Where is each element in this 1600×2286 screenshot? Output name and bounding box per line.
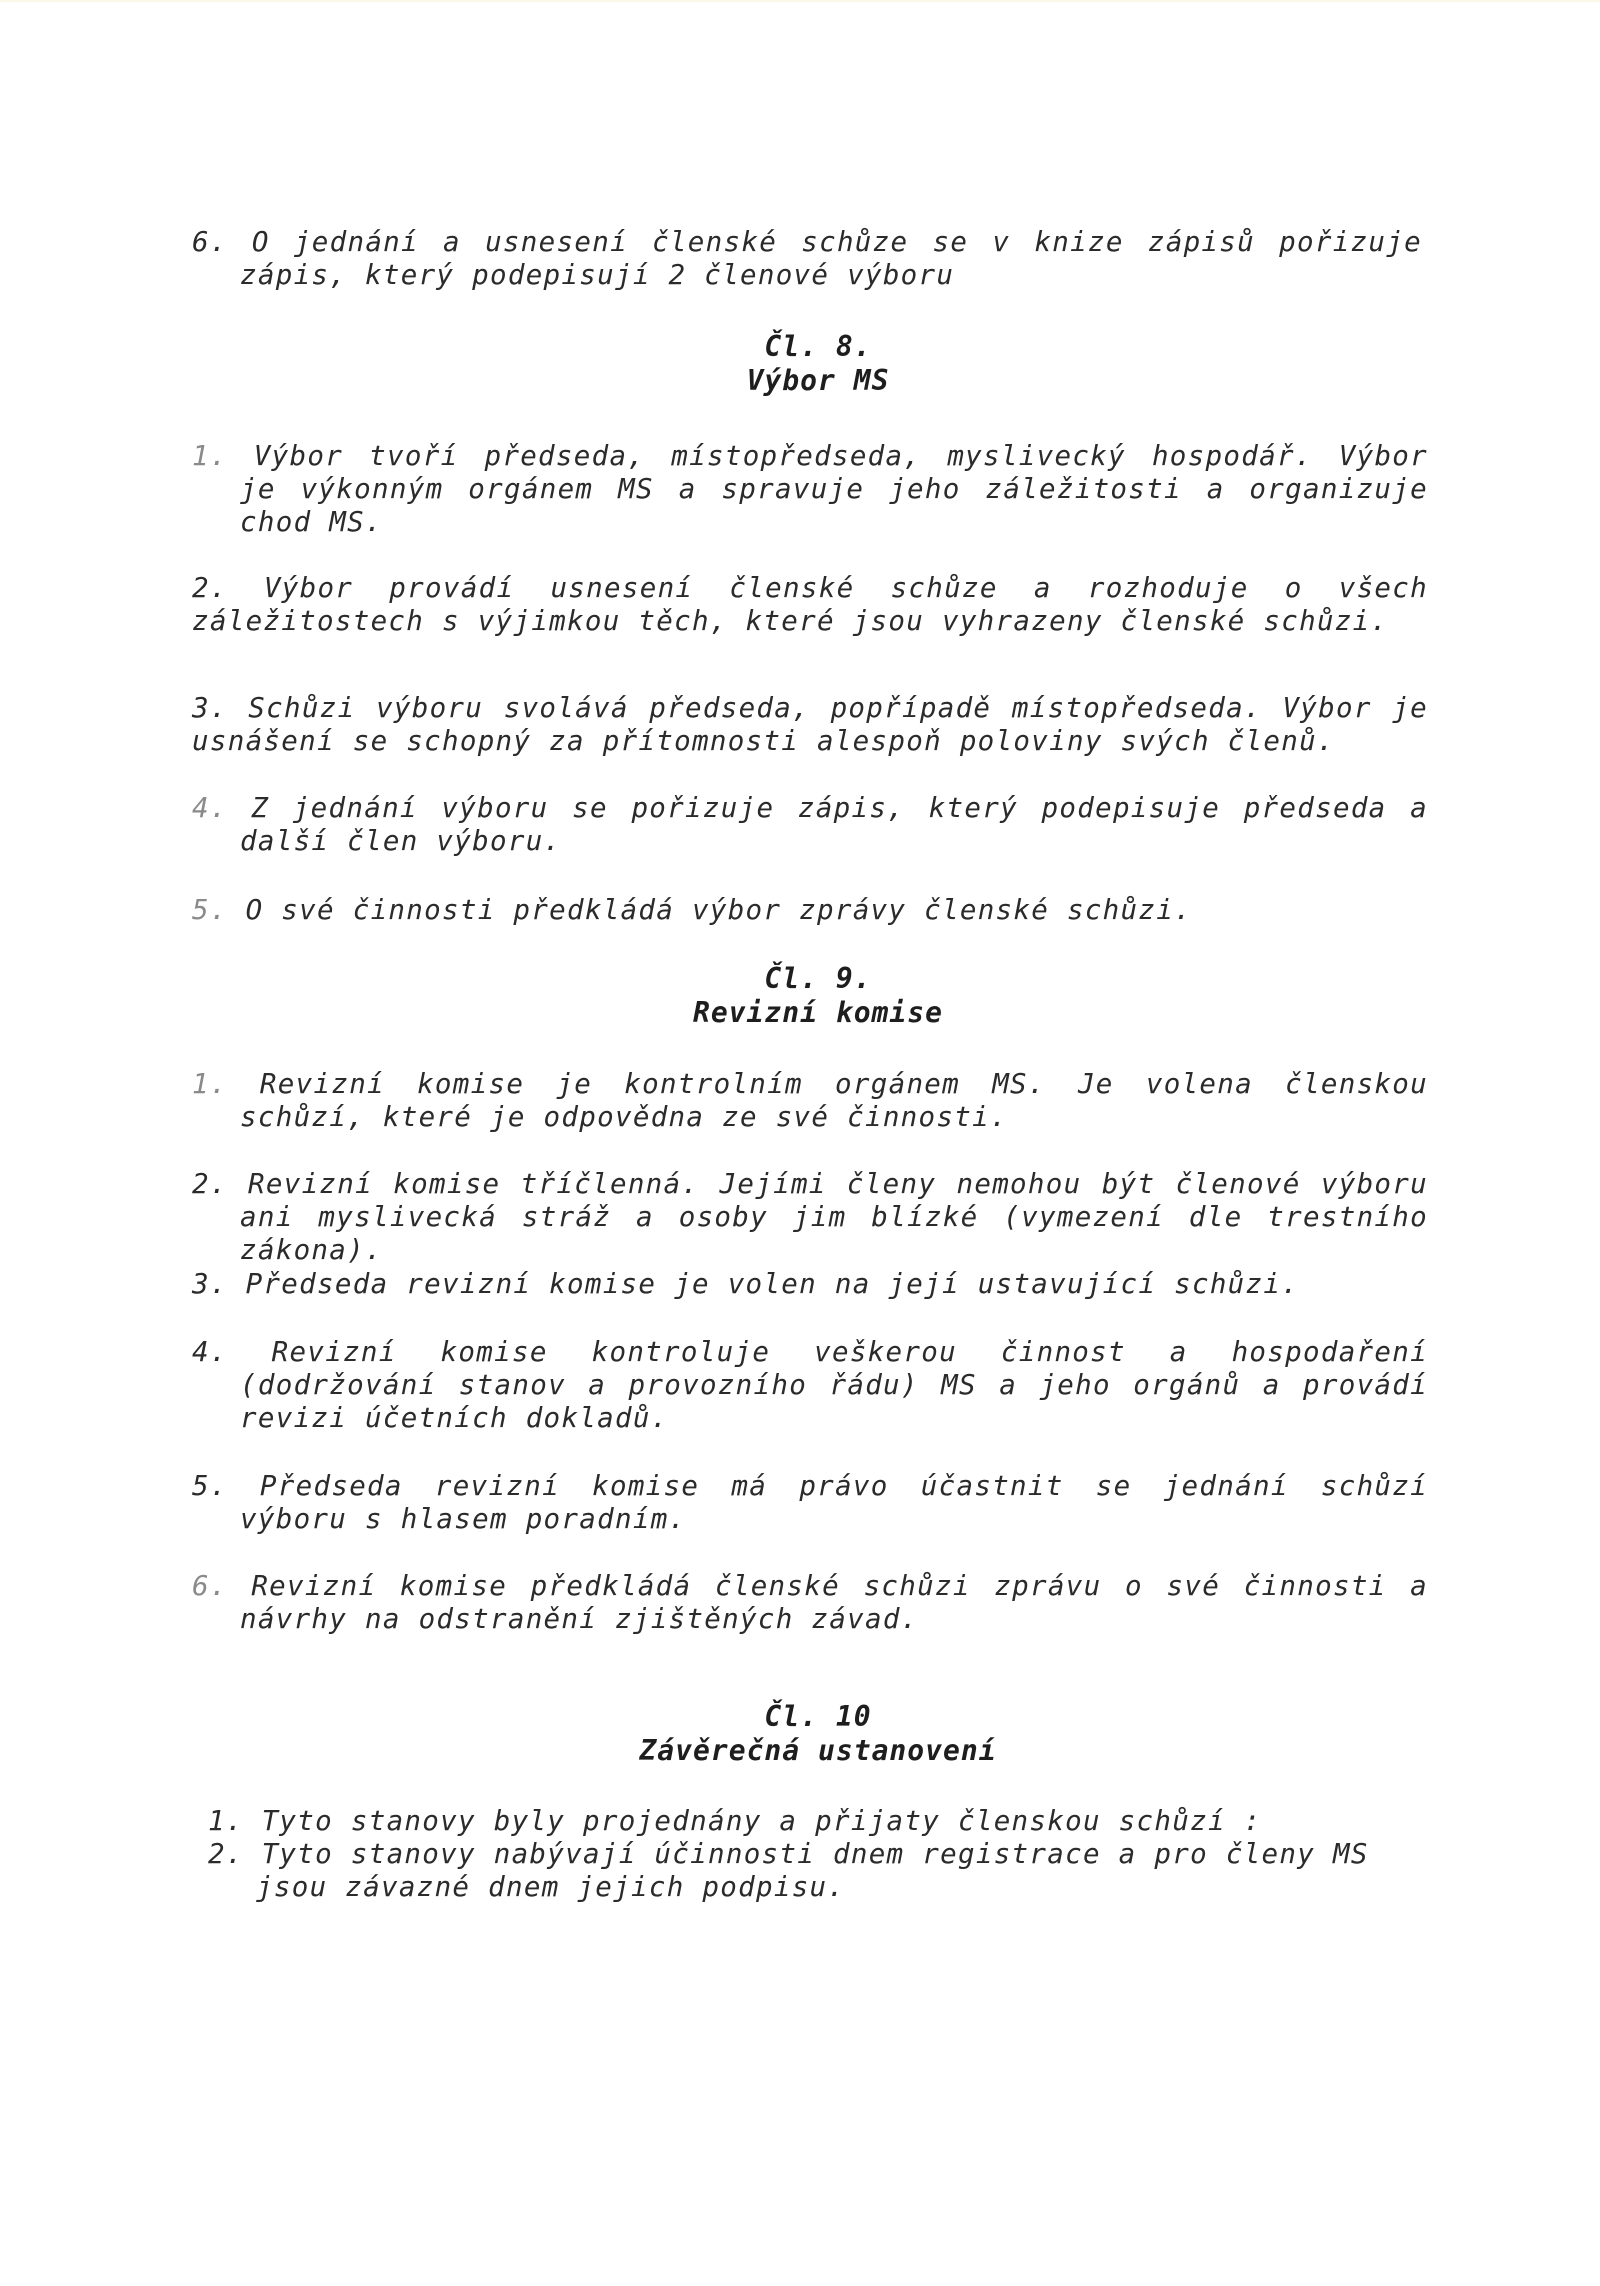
art9-item-1-line-1: 1. Revizní komise je kontrolním orgánem MS. Je volena členskou xyxy=(192,1068,1429,1100)
art8-subtitle: Výbor MS xyxy=(746,364,890,397)
art8-item-2-number: 2. xyxy=(192,572,228,604)
art9-item-4-line-3: revizi účetních dokladů. xyxy=(240,1402,669,1434)
art7-item-6-line-2: zápis, který podepisují 2 členové výboru xyxy=(240,259,955,291)
art9-item-5-line-1: 5. Předseda revizní komise má právo účastnit se jednání schůzí xyxy=(192,1470,1429,1502)
art8-item-3-number: 3. xyxy=(192,692,228,724)
art8-item-5 xyxy=(192,894,1192,927)
art9-item-4-number: 4. xyxy=(192,1336,228,1368)
art7-item-6-number: 6. xyxy=(192,226,228,258)
art9-item-4 xyxy=(192,1336,1428,1435)
art8-item-5-number: 5. xyxy=(192,894,228,926)
art7-item-6-line-1: 6. O jednání a usnesení členské schůze se v knize zápisů pořizuje xyxy=(192,226,1422,258)
art8-item-5-line-1: 5. O své činnosti předkládá výbor zprávy členské schůzi. xyxy=(192,894,1192,926)
art8-item-4-number: 4. xyxy=(192,792,228,824)
art7-item-6 xyxy=(192,226,1422,292)
art8-item-2 xyxy=(192,572,1428,638)
art9-item-2-line-3: zákona). xyxy=(240,1234,383,1266)
art9-item-1-line-2: schůzí, které je odpovědna ze své činnosti. xyxy=(240,1101,1008,1133)
art8-item-1-line-3: chod MS. xyxy=(240,506,383,538)
art9-item-2-line-2: ani myslivecká stráž a osoby jim blízké (vymezení dle trestního xyxy=(240,1201,1428,1233)
art10-item-2-line-1: 2. Tyto stanovy nabývají účinnosti dnem registrace a pro členy MS xyxy=(208,1838,1369,1870)
art9-item-2 xyxy=(192,1168,1428,1267)
art9-item-6-line-2: návrhy na odstranění zjištěných závad. xyxy=(240,1603,919,1635)
art8-item-4-line-1: 4. Z jednání výboru se pořizuje zápis, který podepisuje předseda a xyxy=(192,792,1429,824)
art8-item-1-number: 1. xyxy=(192,440,228,472)
art9-item-2-line-1: 2. Revizní komise tříčlenná. Jejími členy nemohou být členové výboru xyxy=(192,1168,1428,1200)
art8-item-3-line-1: 3. Schůzi výboru svolává předseda, popřípadě místopředseda. Výbor je xyxy=(192,692,1428,724)
art8-item-1 xyxy=(192,440,1428,539)
art8-item-2-line-1: 2. Výbor provádí usnesení členské schůze a rozhoduje o všech xyxy=(192,572,1428,604)
art10-item-2 xyxy=(208,1838,1369,1904)
art10-item-1 xyxy=(208,1805,1262,1838)
art10-item-2-line-2: jsou závazné dnem jejich podpisu. xyxy=(256,1871,846,1903)
art9-item-3-line-1: 3. Předseda revizní komise je volen na její ustavující schůzi. xyxy=(192,1268,1300,1300)
art9-subtitle: Revizní komise xyxy=(692,996,943,1029)
art9-item-3 xyxy=(192,1268,1299,1301)
art10-title: Čl. 10 xyxy=(764,1700,872,1733)
art9-item-4-line-2: (dodržování stanov a provozního řádu) MS a jeho orgánů a provádí xyxy=(240,1369,1428,1401)
art10-item-2-number: 2. xyxy=(208,1838,244,1870)
art9-item-1 xyxy=(192,1068,1428,1134)
art9-item-6 xyxy=(192,1570,1428,1636)
art9-item-5-number: 5. xyxy=(192,1470,228,1502)
art9-item-2-number: 2. xyxy=(192,1168,228,1200)
art9-item-3-number: 3. xyxy=(192,1268,228,1300)
art8-item-4-line-2: další člen výboru. xyxy=(240,825,562,857)
art10-item-1-number: 1. xyxy=(208,1805,244,1837)
art8-item-3-line-2: usnášení se schopný za přítomnosti alespoň poloviny svých členů. xyxy=(192,725,1335,757)
art9-title: Čl. 9. xyxy=(764,962,872,995)
art8-title: Čl. 8. xyxy=(764,330,872,363)
art8-item-1-line-1: 1. Výbor tvoří předseda, místopředseda, myslivecký hospodář. Výbor xyxy=(192,440,1429,472)
art8-item-4 xyxy=(192,792,1428,858)
art9-item-5 xyxy=(192,1470,1428,1536)
art8-item-1-line-2: je výkonným orgánem MS a spravuje jeho záležitosti a organizuje xyxy=(240,473,1428,505)
art9-item-4-line-1: 4. Revizní komise kontroluje veškerou činnost a hospodaření xyxy=(192,1336,1428,1368)
art9-item-5-line-2: výboru s hlasem poradním. xyxy=(240,1503,687,1535)
art8-item-3 xyxy=(192,692,1428,758)
art10-subtitle: Závěrečná ustanovení xyxy=(639,1734,997,1767)
art10-item-1-line-1: 1. Tyto stanovy byly projednány a přijaty členskou schůzí : xyxy=(208,1805,1262,1837)
art9-item-6-line-1: 6. Revizní komise předkládá členské schůzi zprávu o své činnosti a xyxy=(192,1570,1429,1602)
art9-item-6-number: 6. xyxy=(192,1570,228,1602)
art8-item-2-line-2: záležitostech s výjimkou těch, které jsou vyhrazeny členské schůzi. xyxy=(192,605,1389,637)
art9-item-1-number: 1. xyxy=(192,1068,228,1100)
